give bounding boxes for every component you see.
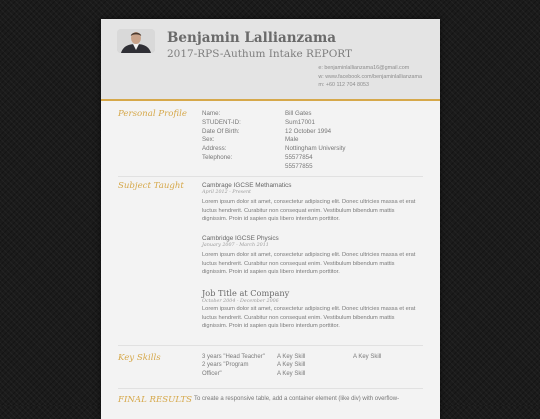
profile-labels xyxy=(202,110,241,163)
profile-value: Nottingham University xyxy=(285,145,346,153)
resume-header xyxy=(101,19,440,101)
subject-entry xyxy=(202,235,417,277)
report-subtitle: 2017-RPS-Authum Intake REPORT xyxy=(167,48,353,60)
section-title-subjects: Subject Taught xyxy=(118,181,184,191)
profile-label: Name: xyxy=(202,110,221,117)
contact-info xyxy=(318,64,422,90)
profile-value: 55577855 xyxy=(285,162,313,170)
entry-title: Cambrage IGCSE Methamatics xyxy=(202,182,292,189)
website-contact[interactable]: w: www.facebook.com/benjaminlallianzama xyxy=(318,73,422,80)
entry-date: April 2012 - Present xyxy=(202,190,251,195)
skill-item: A Key Skill xyxy=(277,370,306,377)
skills-column xyxy=(202,353,265,378)
entry-date: October 2004 - December 2006 xyxy=(202,299,279,304)
job-entry xyxy=(202,288,417,331)
entry-date: January 2007 - March 2011 xyxy=(202,243,269,248)
skill-item: A Key Skill xyxy=(277,362,306,369)
profile-label: Telephone: xyxy=(202,153,233,161)
profile-label: Sex: xyxy=(202,136,215,144)
skill-item: 2 years "Program xyxy=(202,362,249,369)
skills-column xyxy=(277,353,305,378)
section-divider xyxy=(118,388,423,389)
email-contact[interactable]: e: benjaminlallianzama16@gmail.com xyxy=(318,65,410,71)
skill-item: A Key Skill xyxy=(353,354,382,360)
section-title-profile: Personal Profile xyxy=(118,109,187,119)
profile-value: Sum17001 xyxy=(285,118,315,126)
skill-item: 3 years "Head Teacher" xyxy=(202,354,265,360)
subject-entry xyxy=(202,182,417,224)
skills-column xyxy=(353,353,381,361)
profile-values xyxy=(285,110,346,172)
job-title: Job Title at Company xyxy=(202,288,290,298)
avatar xyxy=(117,29,155,53)
entry-title: Cambridge IGCSE Physics xyxy=(202,235,279,242)
profile-value: Bill Gates xyxy=(285,110,312,117)
entry-description: Lorem ipsum dolor sit amet, consectetur adipiscing elit. Donec ultricies massa et erat luctus hendrerit. Curabitur non consequat enim. Vestibulum bibendum mattis dignissim. Proin id sapien quis libero interdum porttitor. xyxy=(202,252,416,276)
profile-value: 12 October 1994 xyxy=(285,127,332,135)
section-title-final-results: FINAL RESULTS xyxy=(118,395,193,405)
profile-label: STUDENT-ID: xyxy=(202,118,241,126)
final-results-text: To create a responsive table, add a container element (like div) with overflow- xyxy=(194,396,400,402)
profile-value: 55577854 xyxy=(285,153,313,161)
entry-description: Lorem ipsum dolor sit amet, consectetur adipiscing elit. Donec ultricies massa et erat luctus hendrerit. Curabitur non consequat enim. Vestibulum bibendum mattis dignissim. Proin id sapien quis libero interdum porttitor. xyxy=(202,199,416,223)
profile-label: Date Of Birth: xyxy=(202,127,240,135)
skill-item: A Key Skill xyxy=(277,354,306,360)
skill-item: Officer" xyxy=(202,370,222,377)
section-divider xyxy=(118,176,423,177)
resume-page xyxy=(101,19,440,419)
section-title-skills: Key Skills xyxy=(118,353,161,363)
profile-label: Address: xyxy=(202,145,227,153)
section-divider xyxy=(118,345,423,346)
profile-value: Male xyxy=(285,136,299,144)
phone-contact: m: +60 112 704 8053 xyxy=(318,82,370,88)
person-name: Benjamin Lallianzama xyxy=(167,30,337,46)
entry-description: Lorem ipsum dolor sit amet, consectetur adipiscing elit. Donec ultricies massa et erat luctus hendrerit. Curabitur non consequat enim. Vestibulum bibendum mattis dignissim. Proin id sapien quis libero interdum porttitor. xyxy=(202,306,416,330)
